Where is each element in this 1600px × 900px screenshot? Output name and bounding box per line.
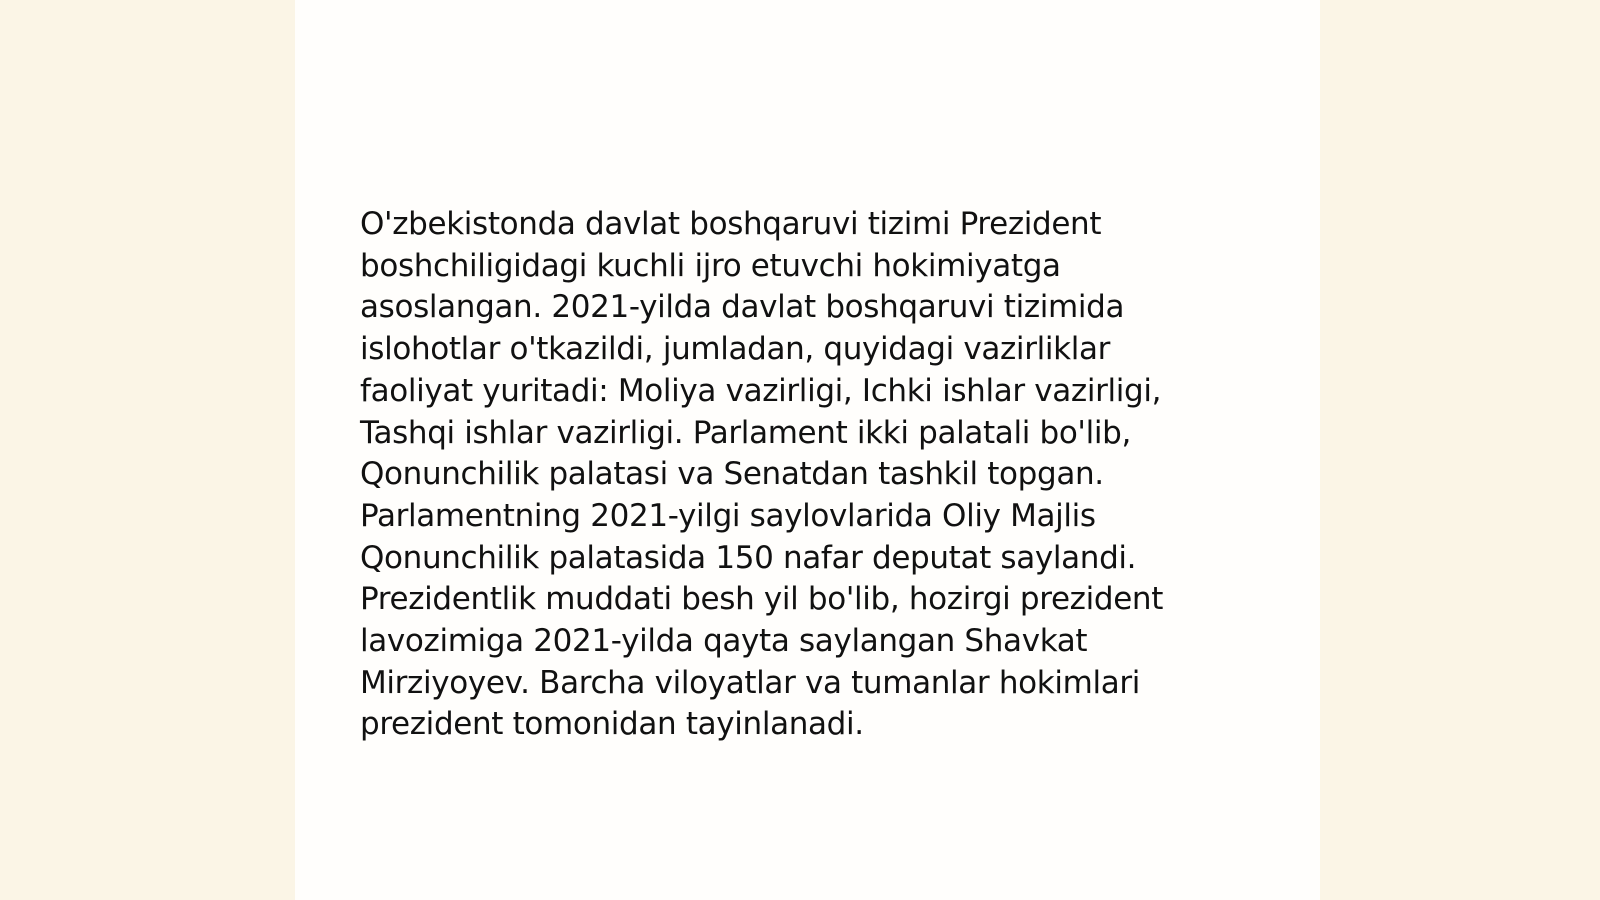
text-line-1: O'zbekistonda davlat boshqaruvi tizimi Prezident: [360, 206, 1102, 242]
text-line-4: islohotlar o'tkazildi, jumladan, quyidagi vazirliklar: [360, 331, 1111, 368]
text-line-12: Mirziyoyev. Barcha viloyatlar va tumanlar hokimlari: [360, 664, 1141, 701]
text-line-9: Qonunchilik palatasida 150 nafar deputat saylandi.: [360, 539, 1137, 576]
text-line-13: prezident tomonidan tayinlanadi.: [360, 706, 864, 743]
text-line-5: faoliyat yuritadi: Moliya vazirligi, Ichki ishlar vazirligi,: [360, 372, 1162, 409]
left-background-margin: [0, 0, 295, 900]
text-line-6: Tashqi ishlar vazirligi. Parlament ikki palatali bo'lib,: [360, 414, 1131, 451]
text-line-8: Parlamentning 2021-yilgi saylovlarida Oliy Majlis: [360, 497, 1096, 534]
text-line-7: Qonunchilik palatasi va Senatdan tashkil topgan.: [360, 456, 1104, 493]
document-text: [360, 204, 1260, 746]
text-line-2: boshchiligidagi kuchli ijro etuvchi hokimiyatga: [360, 247, 1061, 284]
text-line-3: asoslangan. 2021-yilda davlat boshqaruvi tizimida: [360, 289, 1125, 326]
right-background-margin: [1320, 0, 1600, 900]
text-line-10: Prezidentlik muddati besh yil bo'lib, hozirgi prezident: [360, 581, 1164, 618]
text-line-11: lavozimiga 2021-yilda qayta saylangan Shavkat: [360, 623, 1088, 660]
document-page: [295, 0, 1320, 900]
